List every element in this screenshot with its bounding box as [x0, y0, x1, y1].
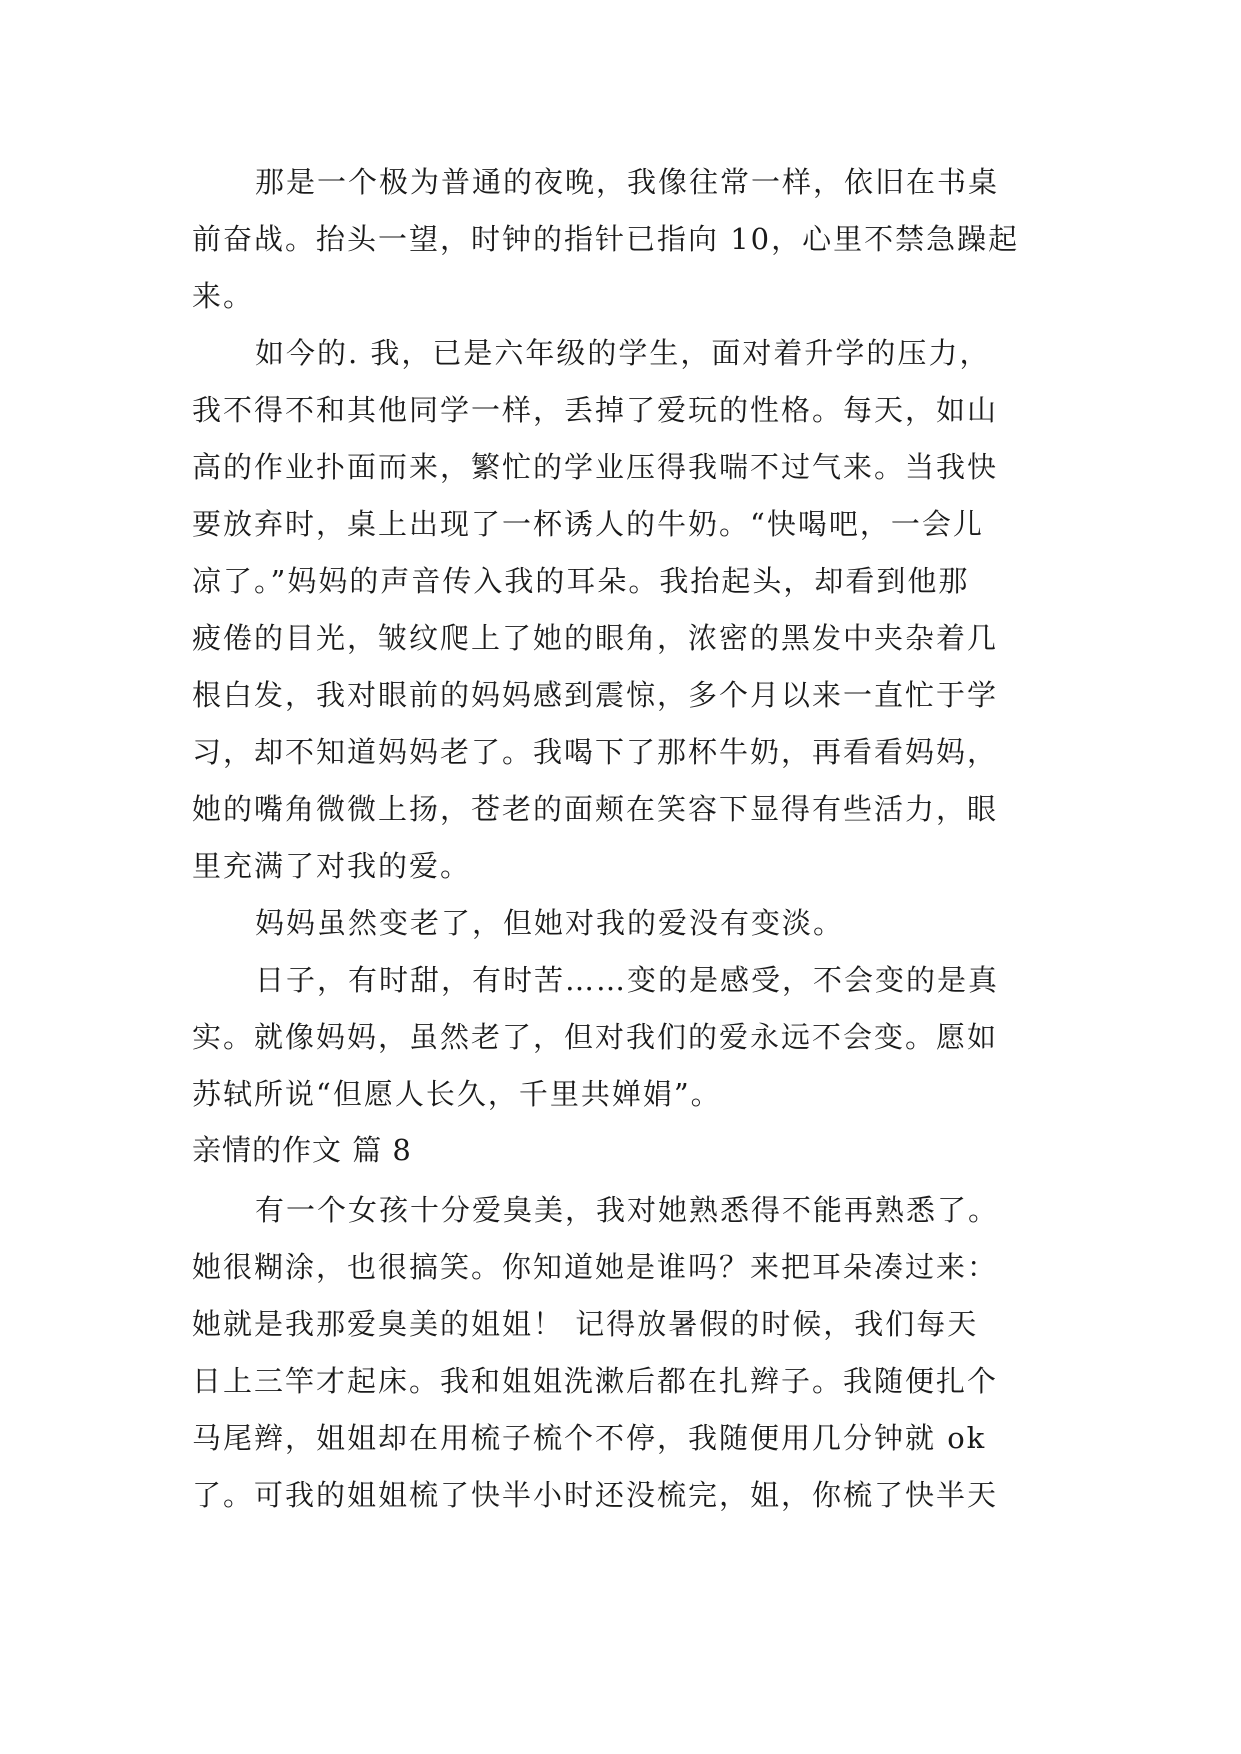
- paragraph-line: 里充满了对我的爱。: [192, 849, 472, 883]
- paragraph-line: 高的作业扑面而来，繁忙的学业压得我喘不过气来。当我快: [192, 450, 999, 484]
- paragraph-line: 要放弃时，桌上出现了一杯诱人的牛奶。“快喝吧，一会儿: [192, 507, 984, 541]
- paragraph-line: 凉了。”妈妈的声音传入我的耳朵。我抬起头，却看到他那: [192, 564, 970, 598]
- paragraph-line: 来。: [192, 279, 255, 313]
- paragraph-line: 疲倦的目光，皱纹爬上了她的眼角，浓密的黑发中夹杂着几: [192, 621, 999, 655]
- paragraph-line: 苏轼所说“但愿人长久，千里共婵娟”。: [192, 1077, 722, 1111]
- paragraph-line: 根白发，我对眼前的妈妈感到震惊，多个月以来一直忙于学: [192, 678, 999, 712]
- paragraph-line: 日上三竿才起床。我和姐姐洗漱后都在扎辫子。我随便扎个: [192, 1364, 999, 1398]
- paragraph-line: 日子，有时甜，有时苦……变的是感受，不会变的是真: [255, 963, 1000, 997]
- paragraph-line: 她的嘴角微微上扬，苍老的面颊在笑容下显得有些活力，眼: [192, 792, 999, 826]
- paragraph-line: 那是一个极为普通的夜晚，我像往常一样，依旧在书桌: [255, 165, 1000, 199]
- paragraph-line: 实。就像妈妈，虽然老了，但对我们的爱永远不会变。愿如: [192, 1020, 999, 1054]
- paragraph-line: 如今的. 我，已是六年级的学生，面对着升学的压力，: [255, 336, 991, 370]
- paragraph-line: 她就是我那爱臭美的姐姐！ 记得放暑假的时候，我们每天: [192, 1307, 979, 1341]
- paragraph-line: 习，却不知道妈妈老了。我喝下了那杯牛奶，再看看妈妈，: [192, 735, 999, 769]
- paragraph-line: 她很糊涂，也很搞笑。你知道她是谁吗？来把耳朵凑过来：: [192, 1250, 999, 1284]
- paragraph-line: 我不得不和其他同学一样，丢掉了爱玩的性格。每天，如山: [192, 393, 999, 427]
- paragraph-line: 马尾辫，姐姐却在用梳子梳个不停，我随便用几分钟就 ok: [192, 1421, 987, 1455]
- paragraph-line: 妈妈虽然变老了，但她对我的爱没有变淡。: [255, 906, 845, 940]
- paragraph-line: 有一个女孩十分爱臭美，我对她熟悉得不能再熟悉了。: [255, 1193, 1000, 1227]
- paragraph-line: 前奋战。抬头一望，时钟的指针已指向 10，心里不禁急躁起: [192, 222, 1020, 256]
- paragraph-line: 了。可我的姐姐梳了快半小时还没梳完，姐，你梳了快半天: [192, 1478, 999, 1512]
- section-heading: 亲情的作文 篇 8: [192, 1133, 412, 1167]
